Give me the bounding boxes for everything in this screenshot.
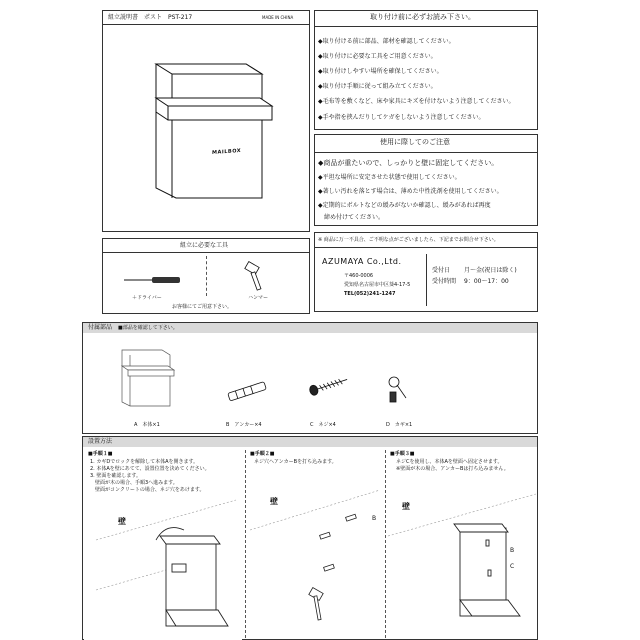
install-title: 設置方法 (88, 438, 113, 445)
hammer-icon (244, 262, 270, 292)
doc-title: 組立説明書 ポスト PST-217 (108, 14, 193, 21)
step2-callout-b: B (372, 515, 377, 522)
use-notes-title: 使用に際してのご注意 (380, 138, 450, 146)
step1-line: 2. 本体Aを壁にあてて、設置位置を決めてください。 (90, 466, 210, 472)
read-first-title: 取り付け前に必ずお読み下さい。 (370, 13, 475, 21)
phone: TEL(052)241-1247 (344, 291, 396, 297)
address: 愛知県名古屋市中区葵4-17-5 (344, 282, 411, 288)
step2-line: ネジ穴へアンカーBを打ち込みます。 (254, 459, 337, 465)
parts-note: ■部品を確認して下さい。 (118, 325, 178, 331)
list-item: ◆取り付ける前に部品、部材を確認してください。 (318, 38, 455, 45)
hours-value: 月～金(祝日は除く) (464, 267, 517, 274)
step1-line: 1. カギDでロックを解除して本体Aを開きます。 (90, 459, 199, 465)
tools-title: 組立に必要な工具 (180, 242, 229, 249)
parts-title: 付属部品 (88, 324, 113, 331)
time-label: 受付時間 (432, 278, 457, 285)
step1-line: 3. 壁面を確認します。 (90, 473, 141, 479)
step1-line: 壁面が木の場合、手順3へ進みます。 (90, 480, 178, 486)
mailbox-illustration (150, 58, 280, 208)
use-notes-divider (314, 152, 538, 153)
list-item: ◆商品が重たいので、しっかりと壁に固定してください。 (318, 159, 499, 167)
part-c-label: C ネジ×4 (310, 422, 336, 428)
part-c-screw-icon (308, 376, 352, 394)
tools-divider (102, 252, 310, 253)
install-header-bar (83, 437, 537, 447)
tools-separator (206, 256, 207, 296)
part-d-label: D カギ×1 (386, 422, 413, 428)
list-item: ◆手や指を挟んだりしてケガをしないよう注意してください。 (318, 114, 485, 121)
time-value: 9：00～17：00 (464, 278, 509, 285)
part-a-label: A 本体×1 (134, 422, 160, 428)
list-item: ◆定期的にボルトなどの緩みがないか確認し、緩みがあれば再度 (318, 202, 491, 209)
step2-heading: ■手順２■ (250, 451, 275, 457)
list-item: ◆取り付けに必要な工具をご用意ください。 (318, 53, 437, 60)
step3-diagram (388, 476, 536, 636)
contact-notice: ※ 商品に万一不具合、ご不明な点がございましたら、下記までお問合せ下さい。 (318, 237, 499, 243)
header-divider (102, 24, 310, 25)
step2-wall-label: 壁 (270, 497, 278, 506)
part-a-mailbox-icon (118, 346, 178, 410)
step-separator-1 (245, 450, 246, 638)
step3-line: ※壁面が木の場合、アンカーBは打ち込みません。 (396, 466, 509, 472)
list-item: ◆著しい汚れを落とす場合は、薄めた中性洗剤を使用してください。 (318, 188, 503, 195)
step3-heading: ■手順３■ (390, 451, 415, 457)
part-b-anchor-icon (226, 382, 270, 400)
step1-heading: ■手順１■ (88, 451, 113, 457)
screwdriver-label: ＋ドライバー (132, 295, 162, 301)
step2-diagram (250, 470, 380, 636)
contact-divider (314, 247, 538, 248)
part-b-label: B アンカー×4 (226, 422, 262, 428)
read-first-divider (314, 26, 538, 27)
mailbox-brand-label: MAILBOX (212, 147, 242, 157)
part-d-key-icon (386, 374, 412, 404)
step3-callout-c: C (510, 563, 515, 570)
step-separator-2 (385, 450, 386, 638)
list-item: ◆取り付けしやすい場所を確保してください。 (318, 68, 443, 75)
list-item: ◆毛布等を敷くなど、床や家具にキズを付けないよう注意してください。 (318, 98, 515, 105)
postal-code: 〒460-0006 (344, 273, 374, 279)
company-name: AZUMAYA Co.,Ltd. (322, 257, 402, 266)
step1-wall-label: 壁 (118, 517, 126, 526)
step1-line: 壁面がコンクリートの場合、ネジ穴をあけます。 (90, 487, 205, 493)
hammer-label: ハンマー (248, 295, 269, 301)
tools-note: お客様にてご用意下さい。 (172, 304, 233, 310)
screwdriver-icon (124, 276, 182, 284)
list-item: ◆平坦な場所に安定させた状態で使用してください。 (318, 174, 461, 181)
step3-line: ネジCを使用し、本体Aを壁面へ固定させます。 (396, 459, 503, 465)
contact-separator (426, 254, 427, 306)
step1-diagram (96, 500, 236, 636)
list-item: 締め付けてください。 (318, 214, 385, 221)
step3-callout-b: B (510, 547, 515, 554)
hours-label: 受付日 (432, 267, 451, 274)
list-item: ◆取り付け手順に従って組み立てください。 (318, 83, 437, 90)
made-in-label: MADE IN CHINA (262, 15, 294, 20)
step3-wall-label: 壁 (402, 502, 410, 511)
